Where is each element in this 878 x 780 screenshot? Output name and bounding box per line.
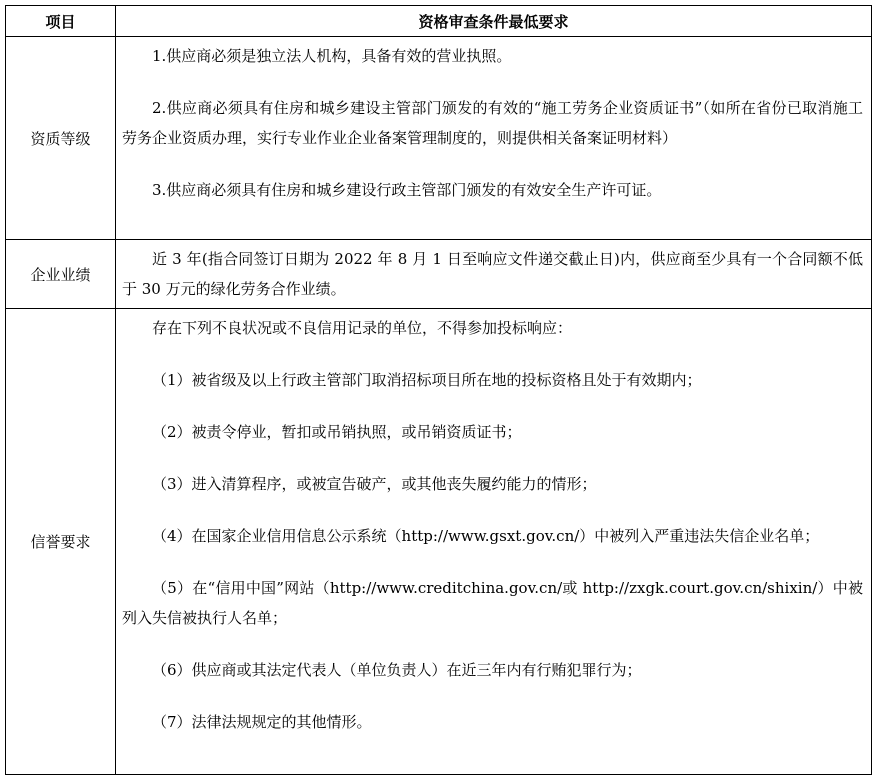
- header-requirement: 资格审查条件最低要求: [116, 6, 872, 37]
- qualification-item-1: 1.供应商必须是独立法人机构，具备有效的营业执照。: [152, 47, 512, 65]
- credit-item-1: （1）被省级及以上行政主管部门取消招标项目所在地的投标资格且处于有效期内；: [152, 371, 702, 389]
- credit-item-4: （4）在国家企业信用信息公示系统（http://www.gsxt.gov.cn/）中被列入严重违法失信企业名单；: [152, 527, 820, 545]
- credit-content: [116, 309, 872, 775]
- credit-item-3: （3）进入清算程序，或被宣告破产，或其他丧失履约能力的情形；: [152, 475, 597, 493]
- credit-item-6: （6）供应商或其法定代表人（单位负责人）在近三年内有行贿犯罪行为；: [152, 661, 642, 679]
- qualification-requirements-table: [5, 5, 872, 775]
- credit-item-5: （5）在“信用中国”网站（http://www.creditchina.gov.cn/或 http://zxgk.court.gov.cn/shixin/）中被列入失信被执行人名单；: [122, 579, 863, 627]
- table-row-credit: [6, 309, 872, 775]
- credit-item-7: （7）法律法规规定的其他情形。: [152, 713, 372, 731]
- qualification-label: 资质等级: [6, 37, 116, 240]
- table-row-qualification: [6, 37, 872, 240]
- qualification-item-2: 2.供应商必须具有住房和城乡建设主管部门颁发的有效的“施工劳务企业资质证书”（如所在省份已取消施工劳务企业资质办理，实行专业作业企业备案管理制度的，则提供相关备案证明材料）: [122, 99, 863, 147]
- credit-item-2: （2）被责令停业，暂扣或吊销执照，或吊销资质证书；: [152, 423, 522, 441]
- header-item: 项目: [6, 6, 116, 37]
- table-header-row: [6, 6, 872, 37]
- qualification-item-3: 3.供应商必须具有住房和城乡建设行政主管部门颁发的有效安全生产许可证。: [152, 181, 662, 199]
- performance-text: 近 3 年(指合同签订日期为 2022 年 8 月 1 日至响应文件递交截止日)内，供应商至少具有一个合同额不低于 30 万元的绿化劳务合作业绩。: [122, 250, 863, 298]
- credit-intro: 存在下列不良状况或不良信用记录的单位，不得参加投标响应：: [152, 319, 573, 337]
- qualification-content: [116, 37, 872, 240]
- performance-label: 企业业绩: [6, 240, 116, 309]
- table-row-performance: [6, 240, 872, 309]
- credit-label: 信誉要求: [6, 309, 116, 775]
- performance-content: [116, 240, 872, 309]
